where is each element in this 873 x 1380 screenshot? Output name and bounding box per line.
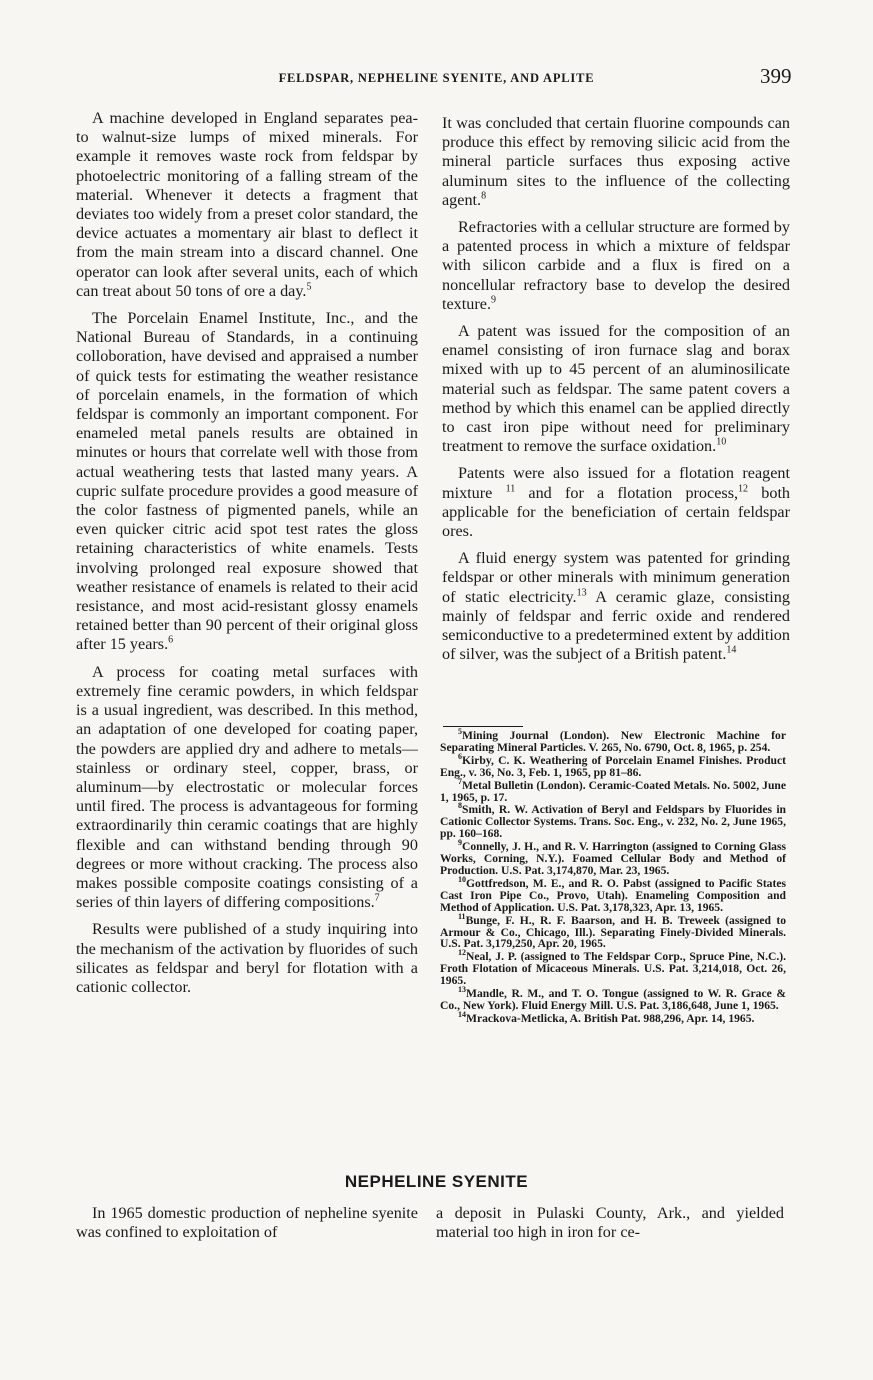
paragraph-pulaski-deposit: a deposit in Pulaski County, Ark., and yielded material too high in iron for ce- [436, 1204, 784, 1242]
footnote-ref: 13 [576, 587, 587, 599]
page-number: 399 [760, 64, 792, 88]
footnote-ref: 8 [481, 190, 487, 202]
paragraph-fluorine-conclusion: It was concluded that certain fluorine compounds can produce this effect by removing silicic acid from the mineral particle surfaces thus exposing active aluminum sites to the influence of the collecting agent.$^8$ [442, 114, 790, 209]
section-left-column [76, 1204, 418, 1242]
paragraph-sorting-machine: A machine developed in England separates pea- to walnut-size lumps of mixed minerals. For example it removes waste rock from feldspar by photoelectric monitoring of a falling stream of the material. Whenever it detects a fragment that deviates too widely from a preset color standard, the device actuates a momentary air blast to deflect it from the main stream into a discard channel. One operator can look after several units, each of which can treat about 50 tons of ore a day.$^5$ [76, 109, 418, 300]
section-right-column [436, 1204, 784, 1242]
paragraph-flotation-study: Results were published of a study inquiring into the mechanism of the activation by fluorides of such silicates as feldspar and beryl for flotation with a cationic collector. [76, 920, 418, 996]
footnote: $^5$Mining Journal (London). New Electronic Machine for Separating Mineral Particles. V. 265, No. 6790, Oct. 8, 1965, p. 254. [440, 727, 786, 754]
paragraph-enamel-patent: A patent was issued for the composition of an enamel consisting of iron furnace slag and borax mixed with up to 45 percent of an aluminosilicate material such as feldspar. The same patent covers a method by which this enamel can be applied directly to cast iron pipe without need for preliminary treatment to remove the surface oxidation.$^{10}$ [442, 322, 790, 456]
paragraph-fluid-energy: A fluid energy system was patented for grinding feldspar or other minerals with minimum generation of static electricity.$^{13}$ A ceramic glaze, consisting mainly of feldspar and ferric oxide and rendered semiconductive to a predetermined extent by addition of silver, was the subject of a British patent.$^{14}$ [442, 549, 790, 664]
footnote-ref: 10 [716, 436, 727, 448]
footnote-ref: 14 [726, 644, 737, 656]
footnote-ref: 12 [738, 483, 749, 495]
paragraph-coating-process: A process for coating metal surfaces with extremely fine ceramic powders, in which feldspar is a usual ingredient, was described. In this method, an adaptation of one developed for coating paper, the powders are applied dry and adhere to metals—stainless or ordinary steel, copper, brass, or aluminum—by electrostatic or molecular forces until fired. The process is advantageous for forming extraordinarily thin ceramic coatings that are highly flexible and can withstand bending through 90 degrees or more without cracking. The process also makes possible composite coatings consisting of a series of thin layers of differing compositions.$^7$ [76, 662, 418, 912]
section-heading: NEPHELINE SYENITE [344, 1172, 529, 1191]
footnote: $^{11}$Bunge, F. H., R. F. Baarson, and H. B. Treweek (assigned to Armour & Co., Chicago, Ill.). Separating Finely-Divided Minerals. U.S. Pat. 3,179,250, Apr. 20, 1965. [440, 911, 786, 951]
footnotes [440, 727, 786, 1026]
paragraph-flotation-patents: Patents were also issued for a flotation reagent mixture $^{11}$ and for a flotation process,$^{12}$ both applicable for the beneficiation of certain feldspar ores. [442, 464, 791, 541]
paragraph-refractories: Refractories with a cellular structure are formed by a patented process in which a mixture of feldspar with silicon carbide and a flux is fired on a noncellular refractory base to develop the desired texture.$^9$ [442, 218, 790, 313]
footnote-ref: 6 [168, 635, 174, 647]
footnote: $^7$Metal Bulletin (London). Ceramic-Coated Metals. No. 5002, June 1, 1965, p. 17. [440, 776, 786, 804]
left-column [76, 109, 418, 1005]
paragraph-enamel-tests: The Porcelain Enamel Institute, Inc., and the National Bureau of Standards, in a continuing colloboration, have devised and appraised a number of quick tests for estimating the weather resistance of porcelain enamels, in the formation of which feldspar is commonly an important component. For enameled metal panels results are obtained in minutes or hours that correlate well with those from actual weathering tests that lasted many years. A cupric sulfate procedure provides a good measure of the color fastness of pigmented panels, while an even quicker citric acid spot test rates the gloss retaining characteristics of white enamels. Tests involving prolonged real exposure showed that weather resistance of enamels is related to their acid resistance, and most acid-resistant glossy enamels retained better than 90 percent of their original gloss after 15 years.$^6$ [76, 309, 418, 654]
footnote-ref: 5 [306, 281, 312, 293]
right-column [442, 114, 790, 672]
running-header: FELDSPAR, NEPHELINE SYENITE, AND APLITE [278, 71, 595, 85]
footnote: $^8$Smith, R. W. Activation of Beryl and Feldspars by Fluorides in Cationic Collector Systems. Trans. Soc. Eng., v. 232, No. 2, June 1965, pp. 160–168. [440, 801, 786, 841]
footnote: $^{12}$Neal, J. P. (assigned to The Feldspar Corp., Spruce Pine, N.C.). Froth Flotation of Micaceous Minerals. U.S. Pat. 3,214,018, Oct. 26, 1965. [440, 948, 786, 988]
footnote-divider [443, 726, 523, 727]
footnote-ref: 9 [491, 294, 496, 306]
paragraph-domestic-production: In 1965 domestic production of nepheline syenite was confined to exploitation of [76, 1204, 418, 1242]
footnote: $^{14}$Mrackova-Metlicka, A. British Pat. 988,296, Apr. 14, 1965. [458, 1009, 755, 1025]
footnote-ref: 11 [505, 483, 516, 495]
footnote-ref: 7 [374, 892, 380, 904]
footnote: $^9$Connelly, J. H., and R. V. Harrington (assigned to Corning Glass Works, Corning, N.Y.). Foamed Cellular Body and Method of Production. U.S. Pat. 3,174,870, Mar. 23, 1965. [440, 838, 786, 877]
footnote: $^{13}$Mandle, R. M., and T. O. Tongue (assigned to W. R. Grace & Co., New York). Fluid Energy Mill. U.S. Pat. 3,186,648, June 1, 1965. [440, 985, 786, 1012]
footnote: $^{10}$Gottfredson, M. E., and R. O. Pabst (assigned to Pacific States Cast Iron Pipe Co., Provo, Utah). Enameling Composition and Method of Application. U.S. Pat. 3,178,323, Apr. 13, 1965. [440, 875, 786, 914]
footnote: $^6$Kirby, C. K. Weathering of Porcelain Enamel Finishes. Product Eng., v. 36, No. 3, Feb. 1, 1965, pp 81–86. [440, 751, 786, 779]
